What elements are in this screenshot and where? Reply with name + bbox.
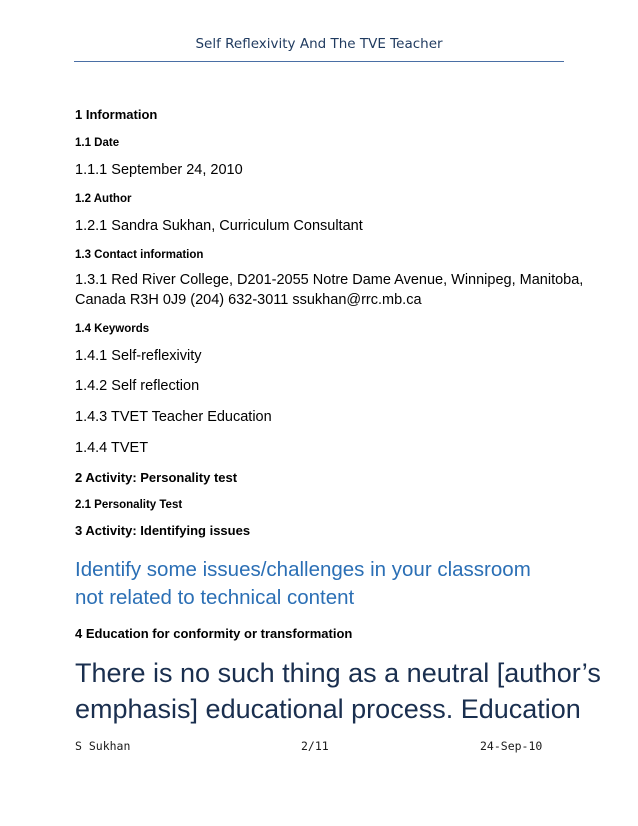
footer-author: S Sukhan [75, 739, 131, 753]
heading-author: 1.2 Author [75, 193, 132, 205]
issues-prompt-line-2: not related to technical content [75, 586, 355, 609]
contact-line-1: 1.3.1 Red River College, D201-2055 Notre Dame Avenue, Winnipeg, Manitoba, [75, 272, 584, 288]
heading-education: 4 Education for conformity or transformation [75, 626, 353, 641]
heading-keywords: 1.4 Keywords [75, 323, 150, 335]
keyword-1: 1.4.1 Self-reflexivity [75, 348, 202, 364]
footer-date: 24-Sep-10 [480, 739, 543, 753]
issues-prompt-line-1: Identify some issues/challenges in your classroom [75, 558, 531, 581]
date-value: 1.1.1 September 24, 2010 [75, 162, 243, 178]
keyword-4: 1.4.4 TVET [75, 440, 149, 456]
quote-line-2: emphasis] educational process. Education [75, 694, 581, 724]
quote-line-1: There is no such thing as a neutral [author’s [75, 658, 601, 688]
heading-personality-activity: 2 Activity: Personality test [75, 470, 238, 485]
author-value: 1.2.1 Sandra Sukhan, Curriculum Consultant [75, 218, 363, 234]
heading-date: 1.1 Date [75, 137, 120, 149]
heading-information: 1 Information [75, 107, 158, 122]
keyword-3: 1.4.3 TVET Teacher Education [75, 409, 272, 425]
header-divider [74, 61, 564, 62]
contact-line-2: Canada R3H 0J9 (204) 632-3011 ssukhan@rrc.mb.ca [75, 292, 422, 308]
footer-page-number: 2/11 [301, 739, 329, 753]
heading-contact: 1.3 Contact information [75, 249, 204, 261]
heading-identifying-issues: 3 Activity: Identifying issues [75, 523, 251, 538]
heading-personality-test: 2.1 Personality Test [75, 499, 183, 511]
keyword-2: 1.4.2 Self reflection [75, 378, 200, 394]
page-header-title: Self Reflexivity And The TVE Teacher [195, 36, 443, 52]
